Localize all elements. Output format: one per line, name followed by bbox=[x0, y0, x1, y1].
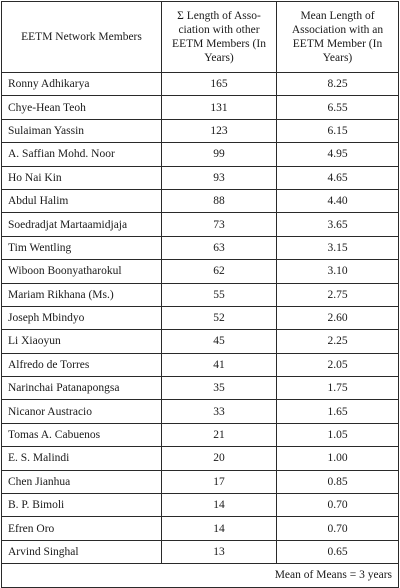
mean-length-cell: 6.55 bbox=[277, 96, 399, 119]
member-name-cell: Nicanor Austracio bbox=[2, 400, 162, 423]
mean-length-cell: 3.10 bbox=[277, 260, 399, 283]
table-row bbox=[2, 377, 399, 400]
mean-length-cell: 0.85 bbox=[277, 470, 399, 493]
member-name-cell: Chen Jianhua bbox=[2, 470, 162, 493]
sum-length-cell: 33 bbox=[162, 400, 277, 423]
table-header bbox=[2, 2, 399, 73]
table-row bbox=[2, 96, 399, 119]
member-name-cell: Alfredo de Torres bbox=[2, 353, 162, 376]
mean-length-cell: 4.40 bbox=[277, 189, 399, 212]
member-name-cell: Tim Wentling bbox=[2, 236, 162, 259]
table-row bbox=[2, 166, 399, 189]
sum-length-cell: 63 bbox=[162, 236, 277, 259]
member-name-cell: Efren Oro bbox=[2, 517, 162, 540]
table-body bbox=[2, 73, 399, 564]
sum-length-cell: 20 bbox=[162, 447, 277, 470]
footer-row bbox=[2, 564, 399, 587]
sum-length-cell: 21 bbox=[162, 423, 277, 446]
member-name-cell: Ho Nai Kin bbox=[2, 166, 162, 189]
mean-length-cell: 1.75 bbox=[277, 377, 399, 400]
mean-length-cell: 1.05 bbox=[277, 423, 399, 446]
table-row bbox=[2, 494, 399, 517]
table-row bbox=[2, 540, 399, 563]
member-name-cell: Arvind Singhal bbox=[2, 540, 162, 563]
table-row bbox=[2, 189, 399, 212]
header-row bbox=[2, 2, 399, 73]
table-row bbox=[2, 213, 399, 236]
member-name-cell: Narinchai Patanapongsa bbox=[2, 377, 162, 400]
table-row bbox=[2, 517, 399, 540]
table-row bbox=[2, 330, 399, 353]
mean-length-cell: 2.05 bbox=[277, 353, 399, 376]
table-row bbox=[2, 470, 399, 493]
sum-length-cell: 165 bbox=[162, 73, 277, 96]
member-name-cell: Soedradjat Martaamidjaja bbox=[2, 213, 162, 236]
mean-length-cell: 6.15 bbox=[277, 119, 399, 142]
header-mean-length: Mean Length of Association with an EETM Member (In Years) bbox=[277, 2, 399, 73]
member-name-cell: Wiboon Boonyatharokul bbox=[2, 260, 162, 283]
sum-length-cell: 13 bbox=[162, 540, 277, 563]
mean-length-cell: 3.65 bbox=[277, 213, 399, 236]
table-row bbox=[2, 447, 399, 470]
sum-length-cell: 35 bbox=[162, 377, 277, 400]
sum-length-cell: 73 bbox=[162, 213, 277, 236]
member-name-cell: Tomas A. Cabuenos bbox=[2, 423, 162, 446]
sum-length-cell: 17 bbox=[162, 470, 277, 493]
mean-length-cell: 2.25 bbox=[277, 330, 399, 353]
mean-length-cell: 4.95 bbox=[277, 143, 399, 166]
sum-length-cell: 93 bbox=[162, 166, 277, 189]
header-members: EETM Network Members bbox=[2, 2, 162, 73]
sum-length-cell: 14 bbox=[162, 517, 277, 540]
mean-length-cell: 8.25 bbox=[277, 73, 399, 96]
sum-length-cell: 52 bbox=[162, 306, 277, 329]
mean-length-cell: 0.70 bbox=[277, 494, 399, 517]
mean-length-cell: 0.70 bbox=[277, 517, 399, 540]
sum-length-cell: 45 bbox=[162, 330, 277, 353]
header-sum-length: Σ Length of Asso-ciation with other EETM Members (In Years) bbox=[162, 2, 277, 73]
member-name-cell: E. S. Malindi bbox=[2, 447, 162, 470]
mean-length-cell: 3.15 bbox=[277, 236, 399, 259]
member-name-cell: Abdul Halim bbox=[2, 189, 162, 212]
table-footer bbox=[2, 564, 399, 587]
member-name-cell: Ronny Adhikarya bbox=[2, 73, 162, 96]
member-name-cell: Sulaiman Yassin bbox=[2, 119, 162, 142]
table-row bbox=[2, 283, 399, 306]
table-row bbox=[2, 119, 399, 142]
member-name-cell: Mariam Rikhana (Ms.) bbox=[2, 283, 162, 306]
member-name-cell: Chye-Hean Teoh bbox=[2, 96, 162, 119]
sum-length-cell: 99 bbox=[162, 143, 277, 166]
sum-length-cell: 41 bbox=[162, 353, 277, 376]
member-name-cell: A. Saffian Mohd. Noor bbox=[2, 143, 162, 166]
mean-length-cell: 2.75 bbox=[277, 283, 399, 306]
mean-length-cell: 2.60 bbox=[277, 306, 399, 329]
mean-of-means: Mean of Means = 3 years bbox=[2, 564, 399, 587]
table-row bbox=[2, 143, 399, 166]
association-table bbox=[1, 1, 399, 588]
sum-length-cell: 131 bbox=[162, 96, 277, 119]
mean-length-cell: 1.00 bbox=[277, 447, 399, 470]
member-name-cell: Li Xiaoyun bbox=[2, 330, 162, 353]
member-name-cell: Joseph Mbindyo bbox=[2, 306, 162, 329]
table-row bbox=[2, 73, 399, 96]
sum-length-cell: 88 bbox=[162, 189, 277, 212]
mean-length-cell: 4.65 bbox=[277, 166, 399, 189]
mean-length-cell: 1.65 bbox=[277, 400, 399, 423]
table-row bbox=[2, 400, 399, 423]
table-row bbox=[2, 236, 399, 259]
sum-length-cell: 123 bbox=[162, 119, 277, 142]
mean-length-cell: 0.65 bbox=[277, 540, 399, 563]
table-row bbox=[2, 353, 399, 376]
sum-length-cell: 14 bbox=[162, 494, 277, 517]
table-row bbox=[2, 306, 399, 329]
sum-length-cell: 55 bbox=[162, 283, 277, 306]
table-row bbox=[2, 423, 399, 446]
member-name-cell: B. P. Bimoli bbox=[2, 494, 162, 517]
table-row bbox=[2, 260, 399, 283]
sum-length-cell: 62 bbox=[162, 260, 277, 283]
